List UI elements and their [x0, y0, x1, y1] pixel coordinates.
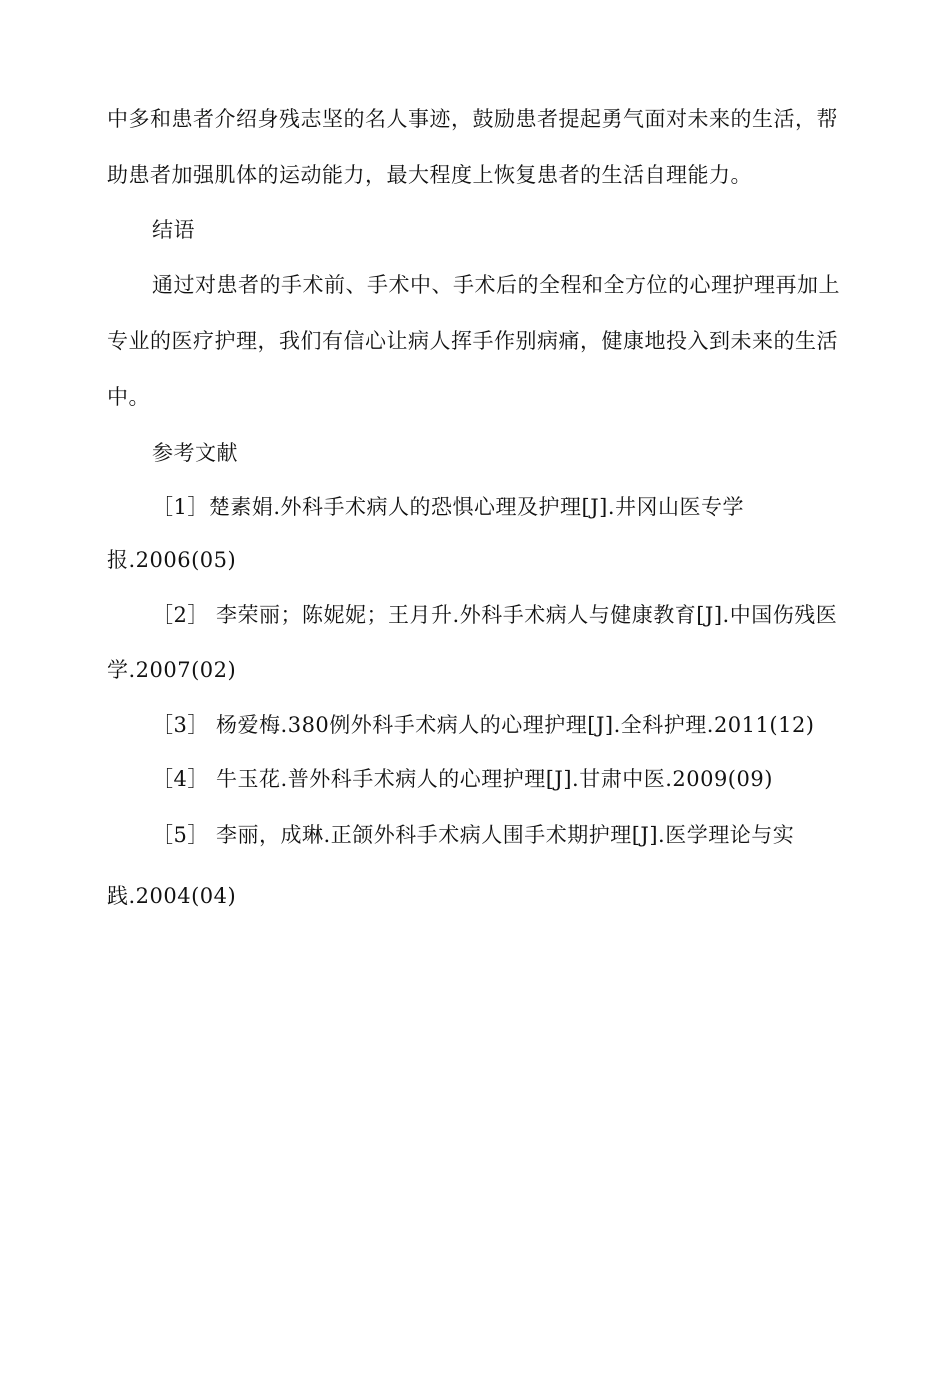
paragraph-line: 通过对患者的手术前、手术中、手术后的全程和全方位的心理护理再加上 — [152, 273, 840, 297]
paragraph-line: 专业的医疗护理，我们有信心让病人挥手作别病痛，健康地投入到未来的生活 — [107, 329, 838, 353]
section-heading-references: 参考文献 — [152, 441, 238, 465]
reference-item-4: ［4］ 牛玉花.普外科手术病人的心理护理[J].甘肃中医.2009(09) — [152, 767, 773, 791]
reference-item-2: ［2］ 李荣丽；陈妮妮；王月升.外科手术病人与健康教育[J].中国伤残医 — [152, 603, 838, 627]
reference-item-3: ［3］ 杨爱梅.380例外科手术病人的心理护理[J].全科护理.2011(12) — [152, 713, 815, 737]
reference-item-5: ［5］ 李丽，成琳.正颌外科手术病人围手术期护理[J].医学理论与实 — [152, 823, 795, 847]
section-heading-conclusion: 结语 — [152, 218, 195, 242]
paragraph-line: 中多和患者介绍身残志坚的名人事迹，鼓励患者提起勇气面对未来的生活，帮 — [107, 107, 838, 131]
reference-item-2-continuation: 学.2007(02) — [107, 658, 237, 682]
reference-item-5-continuation: 践.2004(04) — [107, 884, 237, 908]
paragraph-line: 中。 — [107, 385, 150, 409]
reference-item-1-continuation: 报.2006(05) — [107, 548, 237, 572]
paragraph-line: 助患者加强肌体的运动能力，最大程度上恢复患者的生活自理能力。 — [107, 163, 752, 187]
reference-item-1: ［1］楚素娟.外科手术病人的恐惧心理及护理[J].井冈山医专学 — [152, 495, 745, 519]
